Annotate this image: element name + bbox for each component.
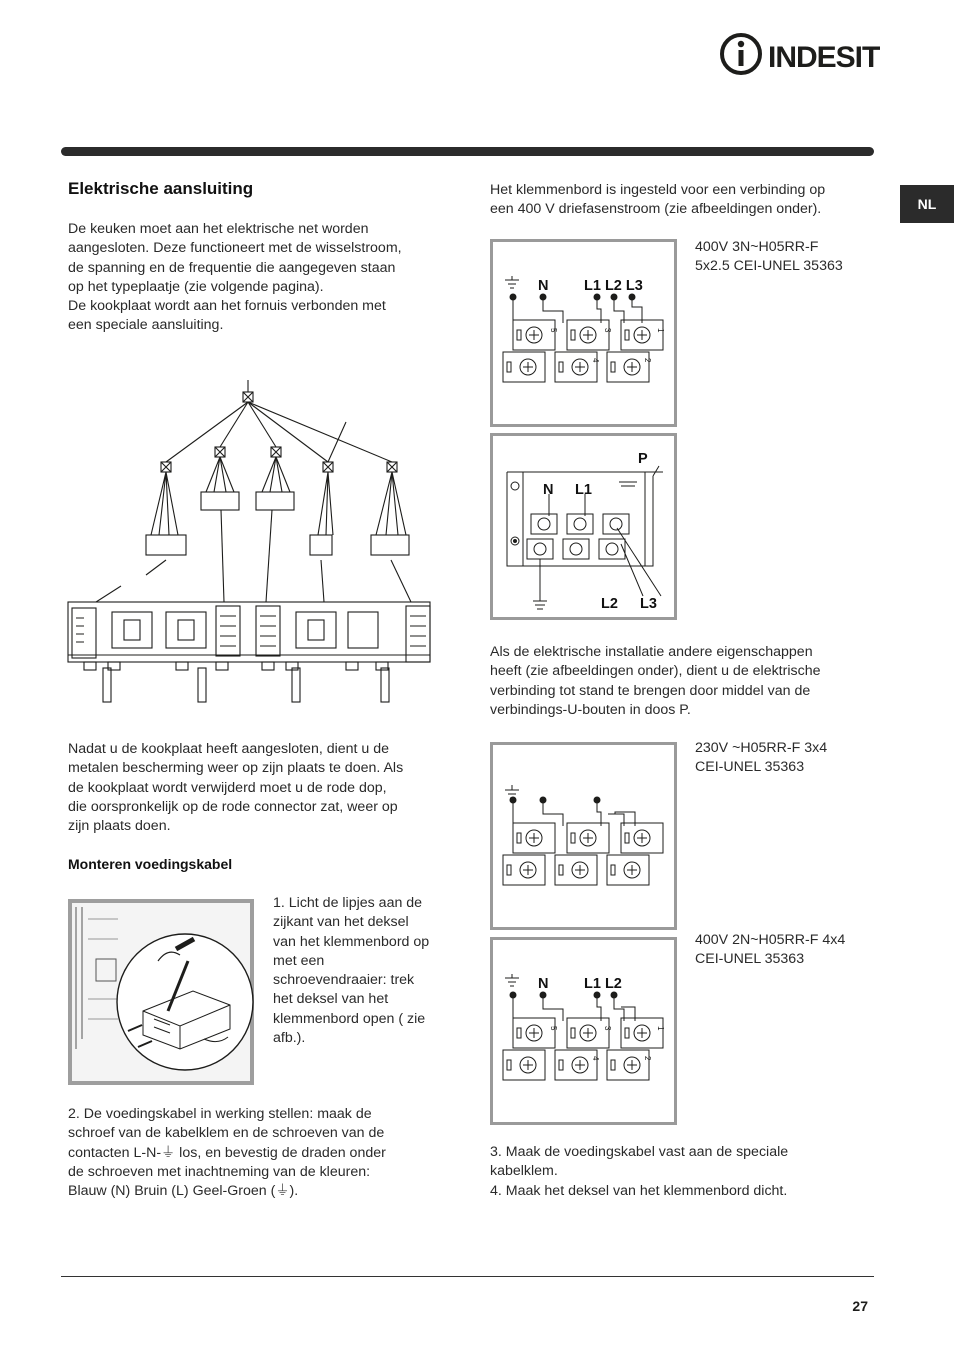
intro-paragraph (68, 220, 448, 336)
text-line: Als de elektrische installatie andere eigenschappen (490, 644, 813, 660)
terminal-diagram-400v-2n (490, 937, 677, 1125)
svg-text:5: 5 (549, 328, 558, 333)
closing-paragraph (490, 1143, 880, 1201)
text-line: schroevendraaier: trek (273, 972, 415, 989)
svg-text:1: 1 (656, 1026, 665, 1031)
footer-rule (61, 1276, 874, 1277)
label-l1-l2-l3: L1 L2 L3 (584, 278, 643, 294)
text-line: 2. De voedingskabel in werking stellen: maak de (68, 1106, 372, 1122)
caption-line: 400V 3N~H05RR-F (695, 239, 819, 255)
step1-paragraph (273, 894, 453, 1048)
svg-text:3: 3 (603, 328, 612, 333)
right-intro-paragraph (490, 181, 880, 220)
text-line: verbinding tot stand te brengen door middel van de (490, 682, 811, 699)
text-line: kabelklem. (490, 1163, 558, 1180)
label-n: N (538, 278, 549, 294)
text-line: die oorspronkelijk op de rode connector zat, weer op (68, 798, 398, 815)
diagram1-caption (695, 238, 875, 277)
label-p: P (638, 451, 648, 467)
intro-line: De keuken moet aan het elektrische net worden (68, 221, 369, 237)
label-l2: L2 (601, 596, 618, 612)
text-line: Het klemmenbord is ingesteld voor een verbinding op (490, 182, 826, 198)
label-l1-l2: L1 L2 (584, 976, 622, 992)
label-l3: L3 (640, 596, 657, 612)
step2-paragraph (68, 1105, 458, 1201)
caption-line: 400V 2N~H05RR-F 4x4 (695, 932, 846, 948)
text-line: de kookplaat wordt verwijderd moet u de rode dop, (68, 779, 387, 796)
text-line: met een (273, 952, 325, 969)
text-line: klemmenbord open ( zie (273, 1010, 426, 1027)
after-connect-paragraph (68, 740, 448, 836)
middle-paragraph (490, 643, 880, 720)
cooktop-wiring-diagram (66, 380, 436, 710)
svg-text:5: 5 (549, 1026, 558, 1031)
text-line: schroef van de kabelklem en de schroeven van de (68, 1125, 385, 1142)
text-line: verbindings-U-bouten in doos P. (490, 701, 691, 718)
indesit-logo (720, 30, 880, 85)
caption-line: 5x2.5 CEI-UNEL 35363 (695, 258, 843, 275)
diagram4-caption (695, 931, 875, 970)
terminal-diagram-230v (490, 742, 677, 930)
brand-text: INDESIT (768, 41, 880, 74)
label-l1: L1 (575, 482, 592, 498)
page-number: 27 (852, 1298, 868, 1314)
text-line: zijkant van het deksel (273, 914, 409, 931)
svg-text:4: 4 (591, 1056, 600, 1061)
svg-text:4: 4 (591, 358, 600, 363)
terminal-diagram-box-p (490, 433, 677, 620)
text-line: heeft (zie afbeeldingen onder), dient u de elektrische (490, 663, 821, 680)
diagram3-caption (695, 739, 875, 778)
svg-text:2: 2 (643, 1056, 652, 1061)
svg-text:2: 2 (643, 358, 652, 363)
text-line: Nadat u de kookplaat heeft aangesloten, dient u de (68, 741, 390, 757)
svg-text:1: 1 (656, 328, 665, 333)
intro-line: op het typeplaatje (zie volgende pagina). (68, 278, 324, 295)
intro-line: De kookplaat wordt aan het fornuis verbonden met (68, 298, 386, 315)
text-line: 3. Maak de voedingskabel vast aan de speciale (490, 1144, 789, 1160)
subsection-title: Monteren voedingskabel (68, 856, 233, 872)
intro-line: een speciale aansluiting. (68, 317, 224, 334)
label-n: N (538, 976, 549, 992)
text-line: afb.). (273, 1030, 306, 1047)
text-line: metalen bescherming weer op zijn plaats te doen. Als (68, 760, 404, 777)
terminal-cover-illustration (68, 899, 254, 1085)
text-line: het deksel van het (273, 991, 389, 1008)
intro-line: aangesloten. Deze functioneert met de wisselstroom, (68, 240, 402, 257)
text-line: 1. Licht de lipjes aan de (273, 895, 423, 911)
text-line: zijn plaats doen. (68, 818, 171, 835)
section-title: Elektrische aansluiting (68, 179, 254, 198)
text-line: 4. Maak het deksel van het klemmenbord dicht. (490, 1182, 788, 1199)
text-line: contacten L-N-⏚ los, en bevestig de draden onder (68, 1144, 386, 1161)
text-line: een 400 V driefasenstroom (zie afbeeldingen onder). (490, 201, 822, 218)
caption-line: CEI-UNEL 35363 (695, 951, 805, 968)
caption-line: 230V ~H05RR-F 3x4 (695, 740, 828, 756)
text-line: de schroeven met inachtneming van de kleuren: (68, 1163, 371, 1180)
caption-line: CEI-UNEL 35363 (695, 759, 805, 776)
text-line: van het klemmenbord op (273, 933, 430, 950)
terminal-diagram-400v-3n (490, 239, 677, 427)
top-bar (61, 147, 874, 156)
intro-line: de spanning en de frequentie die aangegeven staan (68, 259, 396, 276)
label-n: N (543, 482, 554, 498)
svg-text:3: 3 (603, 1026, 612, 1031)
text-line: Blauw (N) Bruin (L) Geel-Groen (⏚). (68, 1183, 299, 1200)
language-tab: NL (900, 185, 954, 223)
